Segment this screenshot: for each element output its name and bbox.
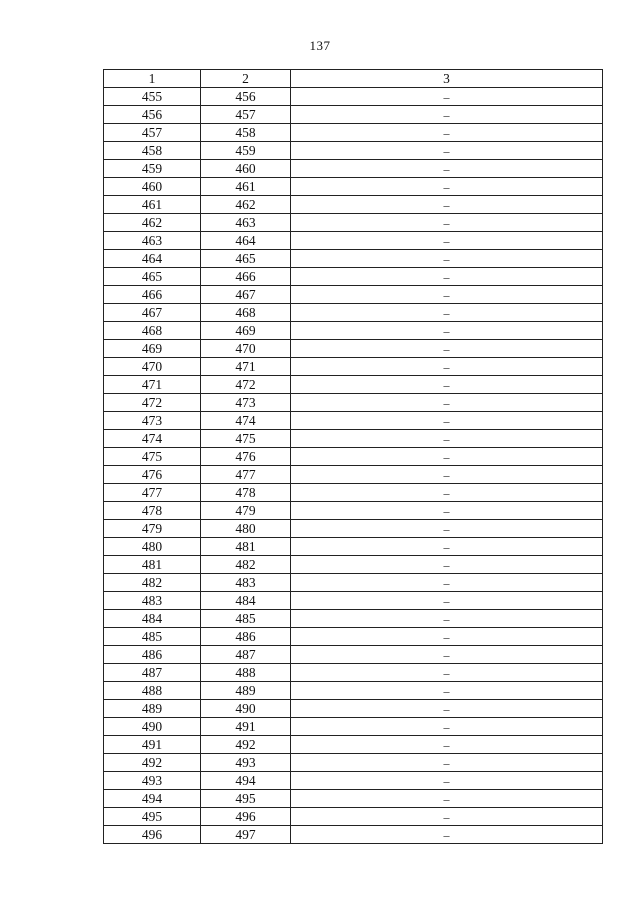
- table-cell-col2: 484: [201, 592, 291, 610]
- table-row: [104, 754, 603, 772]
- table-cell-col3: –: [291, 304, 603, 322]
- table-cell-col3: –: [291, 520, 603, 538]
- table-cell-col1: 477: [104, 484, 201, 502]
- table-cell-col1: 456: [104, 106, 201, 124]
- column-header-2: 2: [201, 70, 291, 88]
- table-row: [104, 502, 603, 520]
- table-cell-col2: 461: [201, 178, 291, 196]
- table-cell-col1: 464: [104, 250, 201, 268]
- table-cell-col3: –: [291, 286, 603, 304]
- table-row: [104, 610, 603, 628]
- table-cell-col3: –: [291, 682, 603, 700]
- table-cell-col2: 470: [201, 340, 291, 358]
- table-row: [104, 160, 603, 178]
- table-cell-col1: 476: [104, 466, 201, 484]
- table-row: [104, 790, 603, 808]
- table-row: [104, 646, 603, 664]
- table-cell-col2: 475: [201, 430, 291, 448]
- table-header-row: [104, 70, 603, 88]
- table-row: [104, 808, 603, 826]
- table-row: [104, 304, 603, 322]
- column-header-3: 3: [291, 70, 603, 88]
- table-cell-col2: 497: [201, 826, 291, 844]
- table-cell-col3: –: [291, 88, 603, 106]
- table-cell-col3: –: [291, 610, 603, 628]
- table-cell-col1: 489: [104, 700, 201, 718]
- table-cell-col2: 457: [201, 106, 291, 124]
- table-row: [104, 124, 603, 142]
- table-cell-col3: –: [291, 772, 603, 790]
- table-cell-col3: –: [291, 106, 603, 124]
- table-row: [104, 736, 603, 754]
- table-row: [104, 826, 603, 844]
- table-cell-col2: 489: [201, 682, 291, 700]
- table-cell-col2: 468: [201, 304, 291, 322]
- table-row: [104, 286, 603, 304]
- table-cell-col1: 478: [104, 502, 201, 520]
- table-cell-col3: –: [291, 358, 603, 376]
- table-cell-col1: 486: [104, 646, 201, 664]
- table-cell-col3: –: [291, 448, 603, 466]
- table-cell-col1: 461: [104, 196, 201, 214]
- table-body: [104, 88, 603, 844]
- table-row: [104, 772, 603, 790]
- table-cell-col1: 468: [104, 322, 201, 340]
- table-cell-col1: 493: [104, 772, 201, 790]
- table-cell-col1: 458: [104, 142, 201, 160]
- table-row: [104, 628, 603, 646]
- table-cell-col1: 481: [104, 556, 201, 574]
- table-cell-col3: –: [291, 664, 603, 682]
- table-cell-col2: 465: [201, 250, 291, 268]
- table-row: [104, 106, 603, 124]
- table-row: [104, 412, 603, 430]
- table-row: [104, 592, 603, 610]
- table-cell-col1: 490: [104, 718, 201, 736]
- table-cell-col3: –: [291, 160, 603, 178]
- table-cell-col2: 478: [201, 484, 291, 502]
- table-cell-col3: –: [291, 628, 603, 646]
- table-row: [104, 196, 603, 214]
- table-cell-col2: 481: [201, 538, 291, 556]
- table-cell-col3: –: [291, 268, 603, 286]
- table-row: [104, 322, 603, 340]
- table-cell-col3: –: [291, 700, 603, 718]
- table-cell-col1: 469: [104, 340, 201, 358]
- table-cell-col2: 490: [201, 700, 291, 718]
- data-table: [103, 69, 603, 844]
- table-cell-col1: 465: [104, 268, 201, 286]
- table-cell-col3: –: [291, 322, 603, 340]
- table-cell-col3: –: [291, 196, 603, 214]
- table-row: [104, 340, 603, 358]
- table-row: [104, 142, 603, 160]
- page-number: 137: [309, 38, 331, 53]
- table-cell-col2: 479: [201, 502, 291, 520]
- table-cell-col2: 458: [201, 124, 291, 142]
- table-row: [104, 520, 603, 538]
- data-table-container: [103, 69, 602, 844]
- table-cell-col1: 470: [104, 358, 201, 376]
- table-row: [104, 376, 603, 394]
- table-row: [104, 448, 603, 466]
- table-cell-col2: 472: [201, 376, 291, 394]
- table-cell-col3: –: [291, 178, 603, 196]
- table-cell-col1: 457: [104, 124, 201, 142]
- table-cell-col2: 464: [201, 232, 291, 250]
- table-cell-col2: 487: [201, 646, 291, 664]
- table-cell-col3: –: [291, 430, 603, 448]
- table-cell-col1: 484: [104, 610, 201, 628]
- table-cell-col1: 492: [104, 754, 201, 772]
- table-cell-col3: –: [291, 790, 603, 808]
- table-cell-col2: 466: [201, 268, 291, 286]
- table-cell-col3: –: [291, 412, 603, 430]
- table-cell-col2: 496: [201, 808, 291, 826]
- table-cell-col1: 459: [104, 160, 201, 178]
- table-cell-col1: 494: [104, 790, 201, 808]
- table-cell-col2: 492: [201, 736, 291, 754]
- table-row: [104, 214, 603, 232]
- table-cell-col1: 467: [104, 304, 201, 322]
- table-cell-col1: 479: [104, 520, 201, 538]
- table-cell-col3: –: [291, 574, 603, 592]
- table-row: [104, 664, 603, 682]
- table-cell-col2: 477: [201, 466, 291, 484]
- table-cell-col1: 462: [104, 214, 201, 232]
- table-cell-col2: 473: [201, 394, 291, 412]
- table-cell-col1: 475: [104, 448, 201, 466]
- table-cell-col3: –: [291, 466, 603, 484]
- table-cell-col1: 460: [104, 178, 201, 196]
- table-row: [104, 574, 603, 592]
- table-row: [104, 394, 603, 412]
- table-cell-col1: 471: [104, 376, 201, 394]
- table-row: [104, 430, 603, 448]
- table-cell-col2: 494: [201, 772, 291, 790]
- table-row: [104, 88, 603, 106]
- table-cell-col2: 462: [201, 196, 291, 214]
- table-row: [104, 682, 603, 700]
- table-cell-col1: 491: [104, 736, 201, 754]
- table-cell-col3: –: [291, 484, 603, 502]
- table-cell-col3: –: [291, 124, 603, 142]
- table-cell-col2: 493: [201, 754, 291, 772]
- table-cell-col1: 463: [104, 232, 201, 250]
- table-cell-col1: 496: [104, 826, 201, 844]
- table-cell-col1: 483: [104, 592, 201, 610]
- table-cell-col1: 473: [104, 412, 201, 430]
- table-cell-col3: –: [291, 754, 603, 772]
- table-cell-col2: 485: [201, 610, 291, 628]
- table-cell-col1: 480: [104, 538, 201, 556]
- table-cell-col2: 486: [201, 628, 291, 646]
- table-row: [104, 538, 603, 556]
- table-row: [104, 268, 603, 286]
- table-cell-col3: –: [291, 556, 603, 574]
- table-row: [104, 178, 603, 196]
- table-cell-col2: 476: [201, 448, 291, 466]
- table-cell-col1: 487: [104, 664, 201, 682]
- table-cell-col3: –: [291, 646, 603, 664]
- table-cell-col3: –: [291, 232, 603, 250]
- table-cell-col2: 463: [201, 214, 291, 232]
- table-cell-col1: 455: [104, 88, 201, 106]
- table-cell-col3: –: [291, 736, 603, 754]
- table-cell-col3: –: [291, 376, 603, 394]
- table-row: [104, 466, 603, 484]
- table-cell-col3: –: [291, 394, 603, 412]
- table-cell-col2: 460: [201, 160, 291, 178]
- table-cell-col1: 495: [104, 808, 201, 826]
- table-cell-col2: 467: [201, 286, 291, 304]
- table-cell-col2: 459: [201, 142, 291, 160]
- table-row: [104, 700, 603, 718]
- table-cell-col3: –: [291, 538, 603, 556]
- table-cell-col3: –: [291, 340, 603, 358]
- table-cell-col3: –: [291, 718, 603, 736]
- table-cell-col1: 472: [104, 394, 201, 412]
- table-row: [104, 358, 603, 376]
- table-cell-col2: 495: [201, 790, 291, 808]
- table-cell-col1: 466: [104, 286, 201, 304]
- table-cell-col2: 469: [201, 322, 291, 340]
- table-cell-col2: 474: [201, 412, 291, 430]
- table-cell-col2: 480: [201, 520, 291, 538]
- table-cell-col3: –: [291, 142, 603, 160]
- table-cell-col3: –: [291, 214, 603, 232]
- table-cell-col1: 485: [104, 628, 201, 646]
- table-cell-col3: –: [291, 826, 603, 844]
- table-cell-col2: 471: [201, 358, 291, 376]
- table-row: [104, 556, 603, 574]
- table-cell-col3: –: [291, 592, 603, 610]
- table-cell-col3: –: [291, 808, 603, 826]
- table-cell-col2: 483: [201, 574, 291, 592]
- column-header-1: 1: [104, 70, 201, 88]
- table-cell-col2: 488: [201, 664, 291, 682]
- table-cell-col2: 456: [201, 88, 291, 106]
- table-cell-col3: –: [291, 250, 603, 268]
- table-cell-col2: 482: [201, 556, 291, 574]
- table-cell-col1: 488: [104, 682, 201, 700]
- table-cell-col1: 474: [104, 430, 201, 448]
- table-cell-col3: –: [291, 502, 603, 520]
- table-row: [104, 718, 603, 736]
- table-row: [104, 484, 603, 502]
- table-row: [104, 232, 603, 250]
- table-cell-col1: 482: [104, 574, 201, 592]
- table-row: [104, 250, 603, 268]
- table-cell-col2: 491: [201, 718, 291, 736]
